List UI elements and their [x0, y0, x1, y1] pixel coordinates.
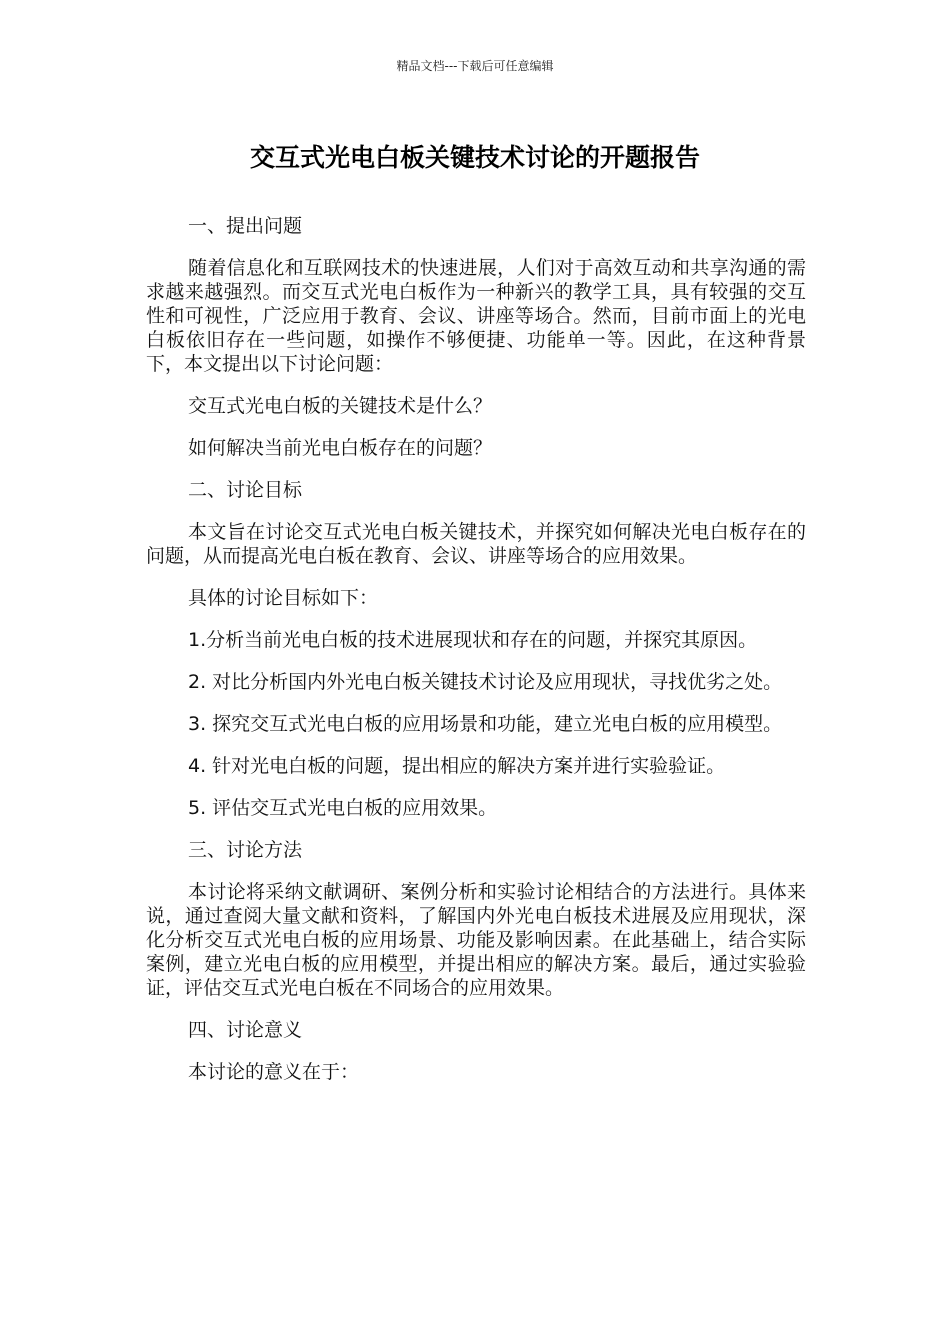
list-item: 2. 对比分析国内外光电白板关键技术讨论及应用现状，寻找优劣之处。: [188, 671, 783, 693]
section-heading: 四、讨论意义: [188, 1019, 303, 1041]
paragraph: 交互式光电白板的关键技术是什么？: [188, 395, 493, 417]
paragraph: 本讨论的意义在于：: [188, 1061, 360, 1083]
paragraph: 具体的讨论目标如下：: [188, 587, 379, 609]
list-item: 3. 探究交互式光电白板的应用场景和功能，建立光电白板的应用模型。: [188, 713, 783, 735]
section-heading: 二、讨论目标: [188, 479, 303, 501]
paragraph: 本文旨在讨论交互式光电白板关键技术，并探究如何解决光电白板存在的问题，从而提高光电白板在教育、会议、讲座等场合的应用效果。: [146, 521, 806, 567]
section-heading: 一、提出问题: [188, 215, 303, 237]
header-note: 精品文档---下载后可任意编辑: [396, 59, 554, 73]
paragraph: 随着信息化和互联网技术的快速进展，人们对于高效互动和共享沟通的需求越来越强烈。而交互式光电白板作为一种新兴的教学工具，具有较强的交互性和可视性，广泛应用于教育、会议、讲座等场合。然而，目前市面上的光电白板依旧存在一些问题，如操作不够便捷、功能单一等。因此，在这种背景下，本文提出以下讨论问题：: [146, 257, 806, 375]
document-title: 交互式光电白板关键技术讨论的开题报告: [249, 143, 700, 172]
document-body: [146, 214, 806, 1102]
paragraph: 如何解决当前光电白板存在的问题？: [188, 437, 493, 459]
list-item: 5. 评估交互式光电白板的应用效果。: [188, 797, 498, 819]
paragraph: 本讨论将采纳文献调研、案例分析和实验讨论相结合的方法进行。具体来说，通过查阅大量文献和资料，了解国内外光电白板技术进展及应用现状，深化分析交互式光电白板的应用场景、功能及影响因素。在此基础上，结合实际案例，建立光电白板的应用模型，并提出相应的解决方案。最后，通过实验验证，评估交互式光电白板在不同场合的应用效果。: [146, 881, 806, 999]
section-heading: 三、讨论方法: [188, 839, 303, 861]
list-item: 1.分析当前光电白板的技术进展现状和存在的问题，并探究其原因。: [188, 629, 758, 651]
list-item: 4. 针对光电白板的问题，提出相应的解决方案并进行实验验证。: [188, 755, 726, 777]
